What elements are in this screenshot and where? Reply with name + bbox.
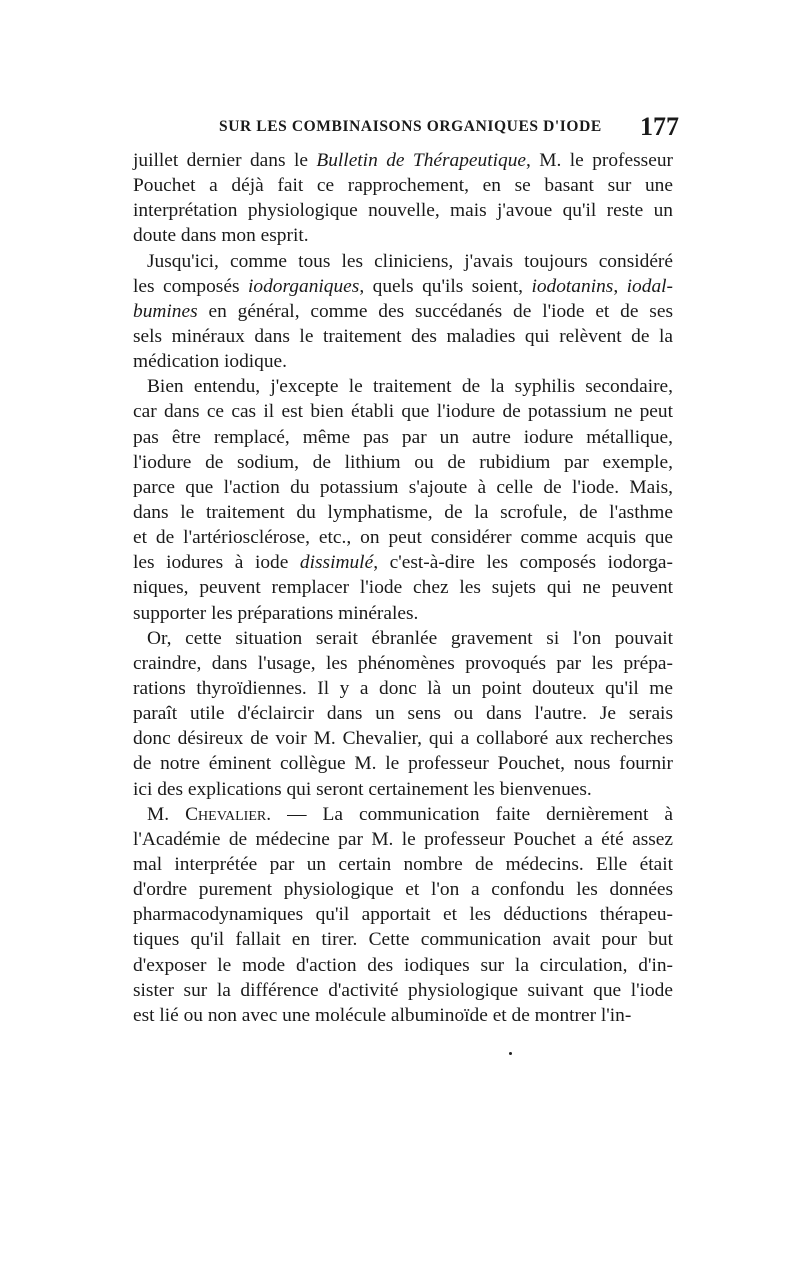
small-caps-run: Chevalier (185, 803, 267, 825)
italic-run: bumines (133, 300, 198, 322)
paragraph-p3 (133, 374, 673, 625)
text-run: paraît utile d'éclaircir dans un sens ou dans l'autre. Je serais (133, 703, 673, 725)
text-line (133, 902, 673, 927)
text-run: supporter les préparations minérales. (133, 602, 419, 624)
paragraph-p4 (133, 626, 673, 802)
text-run: l'iodure de sodium, de lithium ou de rubidium par exemple, (133, 451, 673, 473)
text-run: pas être remplacé, même pas par un autre iodure métallique, (133, 426, 673, 448)
text-line (133, 399, 673, 424)
text-line (133, 852, 673, 877)
page-number: 177 (640, 112, 679, 141)
text-line (133, 500, 673, 525)
text-line (133, 148, 673, 173)
text-line (133, 651, 673, 676)
text-run: sister sur la différence d'activité physiologique suivant que l'iode (133, 979, 673, 1001)
text-line (133, 223, 673, 248)
text-line (133, 827, 673, 852)
italic-run: iodotanins (531, 275, 614, 297)
running-head (133, 112, 679, 144)
text-line (133, 525, 673, 550)
text-line (133, 726, 673, 751)
text-line (133, 475, 673, 500)
text-run: tiques qu'il fallait en tirer. Cette communication avait pour but (133, 929, 673, 951)
running-title: SUR LES COMBINAISONS ORGANIQUES D'IODE (219, 118, 602, 135)
text-line (133, 173, 673, 198)
text-line (133, 1003, 673, 1028)
text-line (133, 701, 673, 726)
text-run: doute dans mon esprit. (133, 225, 309, 247)
text-line (133, 877, 673, 902)
text-line (133, 927, 673, 952)
italic-run: iodorganiques (248, 275, 360, 297)
text-run: médication iodique. (133, 351, 288, 373)
text-line (133, 450, 673, 475)
text-line (133, 676, 673, 701)
text-line (133, 299, 673, 324)
body-text (133, 148, 673, 1028)
text-line (133, 274, 673, 299)
italic-run: iodal- (626, 275, 673, 297)
text-run: , c'est-à-dire les composés iodorga- (373, 552, 673, 574)
text-run: les iodures à iode (133, 552, 300, 574)
text-line (133, 777, 673, 802)
text-run: est lié ou non avec une molécule albuminoïde et de montrer l'in- (133, 1004, 632, 1026)
text-run: de notre éminent collègue M. le professeur Pouchet, nous fournir (133, 753, 673, 775)
text-run: donc désireux de voir M. Chevalier, qui a collaboré aux recherches (133, 728, 673, 750)
text-run: car dans ce cas il est bien établi que l'iodure de potassium ne peut (133, 401, 673, 423)
text-run: Or, cette situation serait ébranlée gravement si l'on pouvait (147, 627, 673, 649)
text-run: et de l'artériosclérose, etc., on peut considérer comme acquis que (133, 527, 673, 549)
text-line (133, 198, 673, 223)
text-run: d'ordre purement physiologique et l'on a confondu les données (133, 879, 673, 901)
text-run: d'exposer le mode d'action des iodiques sur la circulation, d'in- (133, 954, 673, 976)
text-line (133, 626, 673, 651)
text-run: . — La communication faite dernièrement à (266, 803, 673, 825)
text-run: , (613, 275, 627, 297)
text-line (133, 601, 673, 626)
text-run: l'Académie de médecine par M. le professeur Pouchet a été assez (133, 828, 673, 850)
text-line (133, 349, 673, 374)
italic-run: Bulletin de Thérapeutique (316, 150, 527, 171)
paragraph-p5 (133, 802, 673, 1028)
text-line (133, 575, 673, 600)
ink-speck (509, 1052, 512, 1055)
text-line (133, 978, 673, 1003)
text-run: sels minéraux dans le traitement des maladies qui relèvent de la (133, 325, 673, 347)
paragraph-p1 (133, 148, 673, 249)
text-run: rations thyroïdiennes. Il y a donc là un point douteux qu'il me (133, 677, 673, 699)
text-run: les composés (133, 275, 248, 297)
text-run: , quels qu'ils soient, (359, 275, 532, 297)
text-line (133, 249, 673, 274)
text-run: interprétation physiologique nouvelle, mais j'avoue qu'il reste un (133, 200, 673, 222)
text-run: niques, peuvent remplacer l'iode chez les sujets qui ne peuvent (133, 577, 673, 599)
text-run: juillet dernier dans le (133, 150, 317, 171)
text-line (133, 802, 673, 827)
text-run: Pouchet a déjà fait ce rapprochement, en se basant sur une (133, 175, 673, 197)
text-run: M. (147, 803, 186, 825)
text-run: ici des explications qui seront certainement les bienvenues. (133, 778, 592, 800)
text-run: dans le traitement du lymphatisme, de la scrofule, de l'asthme (133, 501, 673, 523)
text-run: en général, comme des succédanés de l'iode et de ses (197, 300, 673, 322)
italic-run: dissimulé (299, 552, 374, 574)
text-run: , M. le professeur (526, 150, 673, 171)
text-run: parce que l'action du potassium s'ajoute à celle de l'iode. Mais, (133, 476, 673, 498)
paragraph-p2 (133, 249, 673, 375)
text-line (133, 425, 673, 450)
text-run: Bien entendu, j'excepte le traitement de la syphilis secondaire, (147, 376, 673, 398)
text-run: craindre, dans l'usage, les phénomènes provoqués par les prépa- (133, 652, 673, 674)
text-line (133, 953, 673, 978)
text-run: pharmacodynamiques qu'il apportait et les déductions thérapeu- (133, 904, 673, 926)
text-line (133, 550, 673, 575)
text-line (133, 374, 673, 399)
text-run: Jusqu'ici, comme tous les cliniciens, j'avais toujours considéré (147, 250, 673, 272)
text-line (133, 751, 673, 776)
text-run: mal interprétée par un certain nombre de médecins. Elle était (133, 853, 673, 875)
text-line (133, 324, 673, 349)
